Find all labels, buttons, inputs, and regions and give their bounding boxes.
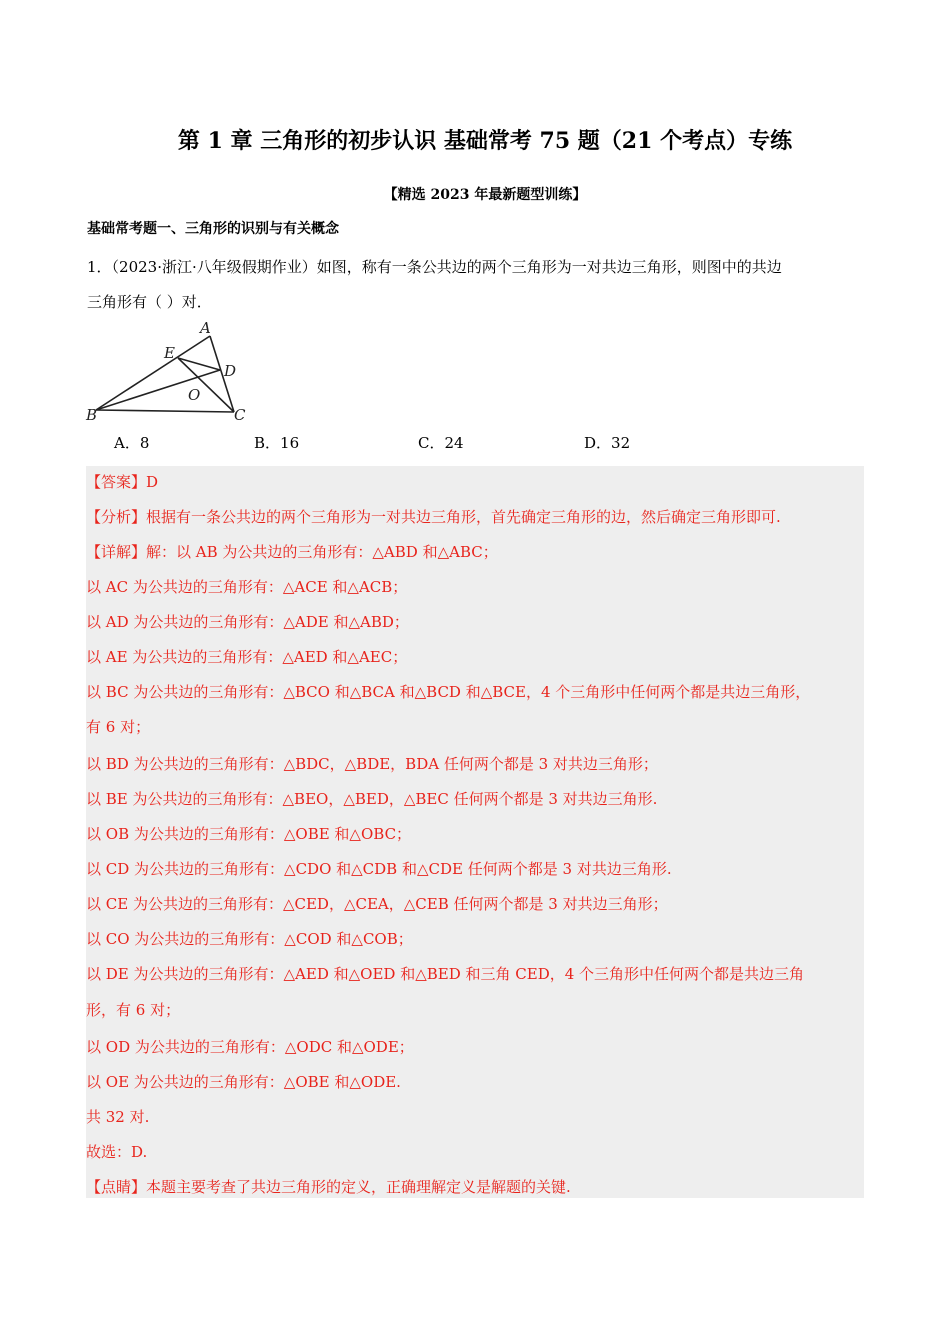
detail-line-12: 以 CO 为公共边的三角形有：△COD 和△COB； [86,930,413,948]
detail-line-7: 以 BD 为公共边的三角形有：△BDC，△BDE，BDA 任何两个都是 3 对共边三角形； [86,755,658,773]
option-b: B．16 [254,434,300,452]
label-A: A [200,319,211,337]
analysis-line: 【分析】根据有一条公共边的两个三角形为一对共边三角形，首先确定三角形的边，然后确定三角形即可. [86,508,781,526]
question-text-line-1: 1．（2023·浙江·八年级假期作业）如图，称有一条公共边的两个三角形为一对共边三角形，则图中的共边 [87,258,782,276]
question-text-line-2: 三角形有（ ）对． [87,293,212,311]
detail-line-11: 以 CE 为公共边的三角形有：△CED，△CEA，△CEB 任何两个都是 3 对共边三角形； [86,895,668,913]
option-c: C．24 [418,434,464,452]
page-subtitle: 【精选 2023 年最新题型训练】 [383,187,587,203]
detail-line-6: 有 6 对； [86,718,151,736]
label-C: C [234,406,246,424]
label-D: D [224,362,237,380]
detail-line-10: 以 CD 为公共边的三角形有：△CDO 和△CDB 和△CDE 任何两个都是 3 对共边三角形. [86,860,672,878]
detail-line-8: 以 BE 为公共边的三角形有：△BEO，△BED，△BEC 任何两个都是 3 对共边三角形. [86,790,658,808]
option-d: D．32 [584,434,631,452]
answer-line: 【答案】D [86,473,159,491]
detail-line-2: 以 AC 为公共边的三角形有：△ACE 和△ACB； [86,578,408,596]
label-B: B [86,406,98,424]
detail-line-17: 共 32 对. [86,1108,150,1126]
label-E: E [164,344,175,362]
detail-line-15: 以 OD 为公共边的三角形有：△ODC 和△ODE； [86,1038,414,1056]
detail-line-13: 以 DE 为公共边的三角形有：△AED 和△OED 和△BED 和三角 CED，4 个三角形中任何两个都是共边三角 [86,965,805,983]
detail-line-1: 【详解】解：以 AB 为公共边的三角形有：△ABD 和△ABC； [86,543,498,561]
option-a: A．8 [114,434,150,452]
section-heading: 基础常考题一、三角形的识别与有关概念 [87,221,339,237]
label-O: O [188,386,201,404]
comment-line: 【点睛】本题主要考查了共边三角形的定义，正确理解定义是解题的关键. [86,1178,571,1196]
question-1 [87,250,867,320]
triangle-figure [82,318,262,428]
detail-line-9: 以 OB 为公共边的三角形有：△OBE 和△OBC； [86,825,412,843]
detail-line-14: 形，有 6 对； [86,1001,181,1019]
detail-line-16: 以 OE 为公共边的三角形有：△OBE 和△ODE. [86,1073,401,1091]
detail-line-18: 故选：D. [86,1143,148,1161]
detail-line-5: 以 BC 为公共边的三角形有：△BCO 和△BCA 和△BCD 和△BCE，4 个三角形中任何两个都是共边三角形， [86,683,811,701]
detail-line-4: 以 AE 为公共边的三角形有：△AED 和△AEC； [86,648,408,666]
page-title: 第 1 章 三角形的初步认识 基础常考 75 题（21 个考点）专练 [177,128,793,154]
detail-line-3: 以 AD 为公共边的三角形有：△ADE 和△ABD； [86,613,409,631]
